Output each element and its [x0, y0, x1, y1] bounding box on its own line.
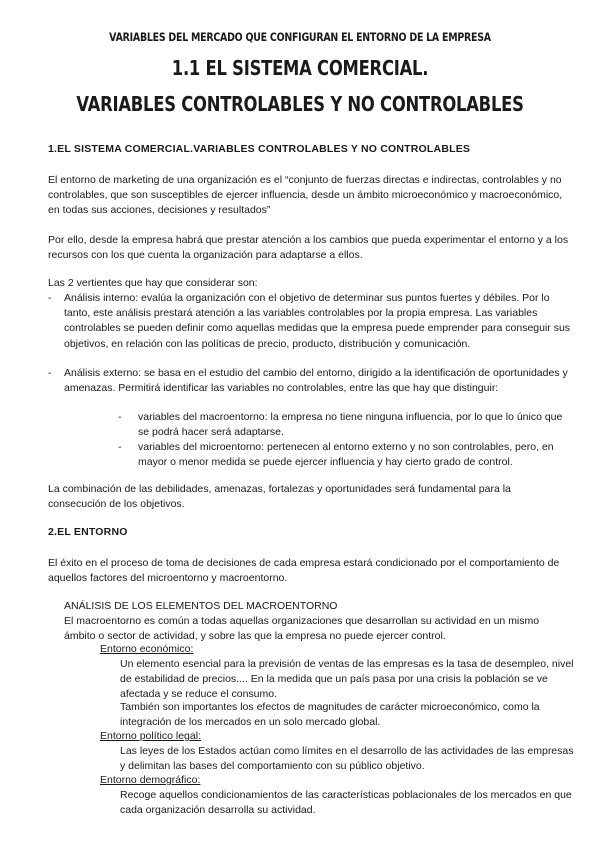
section-heading-2: 2.EL ENTORNO	[48, 526, 128, 538]
list-item	[48, 366, 572, 396]
sub-list-item	[118, 410, 572, 440]
paragraph: Un elemento esencial para la previsión de ventas de las empresas es la tasa de desempleo, nivel de estabilidad de precios.... En la medida que un país pasa por una crisis la población se ve afectada y se reduce el consumo.	[120, 658, 574, 701]
paragraph: Por ello, desde la empresa habrá que prestar atención a los cambios que pueda experimentar el entorno y a los recursos con los que cuenta la organización para adaptarse a ellos.	[48, 234, 569, 262]
paragraph: El entorno de marketing de una organización es el “conjunto de fuerzas directas e indirectas, controlables y no controlables, que son susceptibles de ejercer influencia, desde un ámbito microeconómico y macroeconómico, en todas sus acciones, decisiones y resultados”	[48, 174, 563, 217]
document-title: 1.1 EL SISTEMA COMERCIAL.	[171, 56, 429, 80]
list-item-text: Análisis externo: se basa en el estudio del cambio del entorno, dirigido a la identificación de oportunidades y amenazas. Permitirá identificar las variables no controlables, entre las que hay que distinguir:	[64, 367, 568, 395]
dash-bullet: -	[118, 411, 122, 423]
sub-list-item	[118, 440, 572, 470]
dash-bullet: -	[48, 292, 52, 304]
list-item-text: variables del macroentorno: la empresa no tiene ninguna influencia, por lo que lo único que se podrá hacer será adaptarse.	[138, 411, 563, 439]
document-header: VARIABLES DEL MERCADO QUE CONFIGURAN EL ENTORNO DE LA EMPRESA	[109, 30, 491, 44]
subsection-heading: ANÁLISIS DE LOS ELEMENTOS DEL MACROENTORNO	[64, 600, 338, 612]
paragraph: También son importantes los efectos de magnitudes de carácter microeconómico, como la integración de los mercados en un solo mercado global.	[120, 701, 540, 729]
list-item	[48, 291, 572, 352]
paragraph: Las 2 vertientes que hay que considerar son:	[48, 277, 258, 289]
dash-bullet: -	[48, 367, 52, 379]
document-subtitle: VARIABLES CONTROLABLES Y NO CONTROLABLES	[76, 92, 524, 116]
dash-bullet: -	[118, 441, 122, 453]
paragraph: Las leyes de los Estados actúan como límites en el desarrollo de las actividades de las empresas y delimitan las bases del comportamiento con su público objetivo.	[120, 745, 574, 773]
list-item-text: Análisis interno: evalúa la organización con el objetivo de determinar sus puntos fuertes y débiles. Por lo tanto, este análisis prestará atención a las variables controlables por la propia empresa. Las variables controlables se pueden definir como aquellas medidas que la empresa puede emprender para conseguir sus objetivos, en relación con las políticas de precio, producto, distribución y comunicación.	[64, 292, 571, 350]
subsection-label-economico: Entorno económico:	[100, 643, 194, 655]
section-heading-1: 1.EL SISTEMA COMERCIAL.VARIABLES CONTROLABLES Y NO CONTROLABLES	[48, 143, 471, 155]
subsection-label-politico-legal: Entorno político legal:	[100, 730, 201, 742]
subsection-label-demografico: Entorno demográfico:	[100, 774, 201, 786]
list-item-text: variables del microentorno: pertenecen al entorno externo y no son controlables, pero, en mayor o menor medida se puede ejercer influencia y hay cierto grado de control.	[138, 441, 554, 469]
paragraph: La combinación de las debilidades, amenazas, fortalezas y oportunidades será fundamental para la consecución de los objetivos.	[48, 483, 511, 511]
paragraph: El macroentorno es común a todas aquellas organizaciones que desarrollan su actividad en un mismo ámbito o sector de actividad, y sobre las que la empresa no puede ejercer control.	[64, 615, 540, 643]
paragraph: Recoge aquellos condicionamientos de las características poblacionales de los mercados en que cada organización desarrolla su actividad.	[120, 789, 572, 817]
paragraph: El éxito en el proceso de toma de decisiones de cada empresa estará condicionado por el comportamiento de aquellos factores del microentorno y macroentorno.	[48, 557, 560, 585]
